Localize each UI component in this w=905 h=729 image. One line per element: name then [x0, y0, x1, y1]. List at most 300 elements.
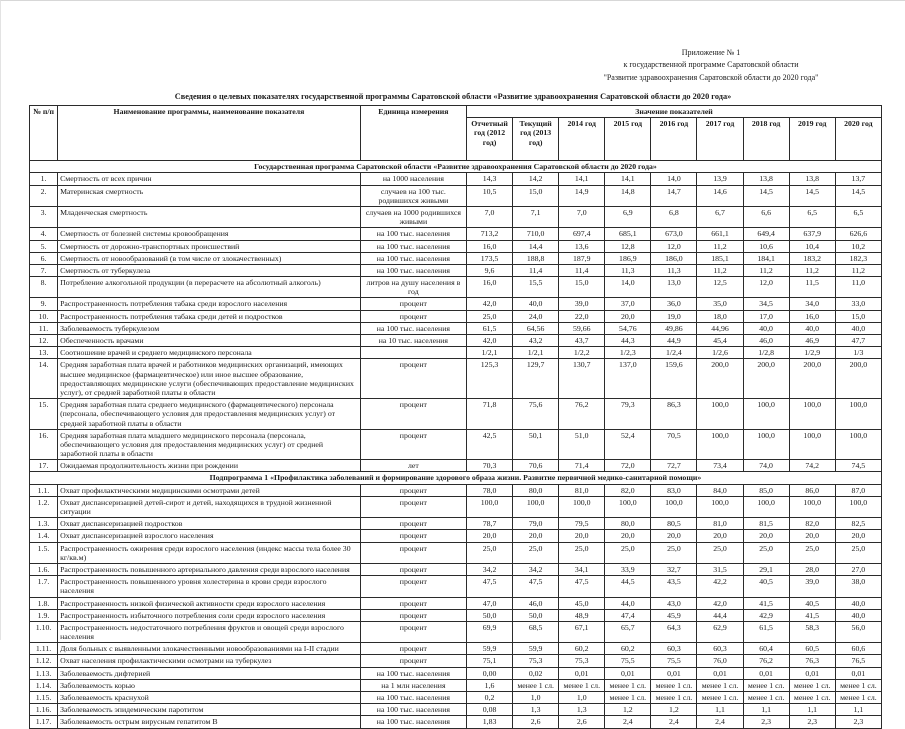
- table-row: [30, 576, 882, 597]
- value-cell: 0,01: [651, 667, 697, 679]
- value-cell: 45,0: [559, 597, 605, 609]
- row-num: 1.6.: [30, 563, 58, 575]
- value-cell: 64,3: [651, 621, 697, 642]
- value-cell: 7,1: [513, 206, 559, 227]
- value-cell: 1/3: [835, 347, 881, 359]
- value-cell: 15,5: [513, 277, 559, 298]
- value-cell: 14,6: [697, 185, 743, 206]
- value-cell: менее 1 сл.: [605, 692, 651, 704]
- unit: процент: [360, 576, 466, 597]
- value-cell: 51,0: [559, 429, 605, 460]
- unit: на 1 млн населения: [360, 679, 466, 691]
- value-cell: 186,9: [605, 252, 651, 264]
- value-cell: 6,5: [835, 206, 881, 227]
- table-row: [30, 679, 882, 691]
- table-row: [30, 252, 882, 264]
- value-cell: 6,7: [697, 206, 743, 227]
- value-cell: 81,5: [743, 518, 789, 530]
- value-cell: 0,00: [467, 667, 513, 679]
- row-num: 11.: [30, 322, 58, 334]
- value-cell: 46,0: [743, 335, 789, 347]
- value-cell: 1/2,8: [743, 347, 789, 359]
- value-cell: 11,5: [789, 277, 835, 298]
- value-cell: 64,56: [513, 322, 559, 334]
- indicator-name: Заболеваемость туберкулезом: [58, 322, 361, 334]
- value-cell: 20,0: [743, 530, 789, 542]
- value-cell: 76,0: [697, 655, 743, 667]
- value-cell: 76,2: [743, 655, 789, 667]
- value-cell: 47,4: [605, 609, 651, 621]
- row-num: 1.14.: [30, 679, 58, 691]
- value-cell: 11,0: [835, 277, 881, 298]
- value-cell: 1,1: [697, 704, 743, 716]
- value-cell: менее 1 сл.: [835, 679, 881, 691]
- table-row: [30, 264, 882, 276]
- row-num: 1.8.: [30, 597, 58, 609]
- value-cell: 673,0: [651, 228, 697, 240]
- row-num: 6.: [30, 252, 58, 264]
- value-cell: 2,3: [835, 716, 881, 728]
- col-header-name: Наименование программы, наименование показателя: [58, 106, 361, 161]
- value-cell: 47,7: [835, 335, 881, 347]
- value-cell: 25,0: [513, 542, 559, 563]
- row-num: 1.5.: [30, 542, 58, 563]
- row-num: 1.4.: [30, 530, 58, 542]
- col-header-year-3: 2015 год: [605, 118, 651, 161]
- value-cell: 42,5: [467, 429, 513, 460]
- value-cell: 75,1: [467, 655, 513, 667]
- value-cell: 6,9: [605, 206, 651, 227]
- value-cell: менее 1 сл.: [651, 679, 697, 691]
- value-cell: 25,0: [605, 542, 651, 563]
- page-title: Сведения о целевых показателях государственной программы Саратовской области «Развитие здравоохранения Саратовской области до 2020 года»: [174, 92, 732, 101]
- row-num: 1.3.: [30, 518, 58, 530]
- table-row: [30, 655, 882, 667]
- value-cell: 1,3: [513, 704, 559, 716]
- value-cell: 75,5: [605, 655, 651, 667]
- value-cell: 13,8: [743, 173, 789, 185]
- value-cell: 100,0: [789, 429, 835, 460]
- value-cell: 100,0: [743, 496, 789, 517]
- value-cell: 42,2: [697, 576, 743, 597]
- value-cell: 200,0: [789, 359, 835, 399]
- row-num: 1.15.: [30, 692, 58, 704]
- value-cell: 42,0: [467, 335, 513, 347]
- value-cell: 41,5: [743, 597, 789, 609]
- table-row: [30, 643, 882, 655]
- value-cell: 0,08: [467, 704, 513, 716]
- unit: случаев на 100 тыс. родившихся живыми: [360, 185, 466, 206]
- unit: на 100 тыс. населения: [360, 692, 466, 704]
- value-cell: 11,3: [605, 264, 651, 276]
- value-cell: 100,0: [743, 429, 789, 460]
- table-row: [30, 399, 882, 430]
- value-cell: 100,0: [559, 496, 605, 517]
- col-header-num: № п/п: [30, 106, 58, 161]
- indicator-name: Распространенность ожирения среди взрослого населения (индекс массы тела более 30 кг/кв.м): [58, 542, 361, 563]
- value-cell: 20,0: [651, 530, 697, 542]
- value-cell: 100,0: [697, 496, 743, 517]
- appendix-block: [531, 47, 891, 84]
- value-cell: 2,4: [605, 716, 651, 728]
- value-cell: 16,0: [467, 277, 513, 298]
- indicator-name: Распространенность низкой физической активности среди взрослого населения: [58, 597, 361, 609]
- value-cell: 0,01: [743, 667, 789, 679]
- row-num: 15.: [30, 399, 58, 430]
- value-cell: 40,0: [513, 298, 559, 310]
- table-row: [30, 429, 882, 460]
- value-cell: 11,2: [835, 264, 881, 276]
- value-cell: 74,5: [835, 460, 881, 472]
- value-cell: 79,3: [605, 399, 651, 430]
- value-cell: 1,1: [835, 704, 881, 716]
- value-cell: 100,0: [467, 496, 513, 517]
- value-cell: 6,8: [651, 206, 697, 227]
- appendix-line-2: к государственной программе Саратовской области: [623, 60, 799, 70]
- row-num: 1.: [30, 173, 58, 185]
- value-cell: 1/2,2: [559, 347, 605, 359]
- value-cell: 79,5: [559, 518, 605, 530]
- table-row: [30, 460, 882, 472]
- indicator-name: Смертность от туберкулеза: [58, 264, 361, 276]
- value-cell: 47,0: [467, 597, 513, 609]
- value-cell: 29,1: [743, 563, 789, 575]
- value-cell: 59,9: [467, 643, 513, 655]
- unit: процент: [360, 597, 466, 609]
- indicator-name: Младенческая смертность: [58, 206, 361, 227]
- section-header: Подпрограмма 1 «Профилактика заболеваний и формирование здорового образа жизни. Развитие первичной медико-санитарной помощи»: [30, 472, 882, 484]
- row-num: 1.10.: [30, 621, 58, 642]
- value-cell: 129,7: [513, 359, 559, 399]
- value-cell: менее 1 сл.: [743, 679, 789, 691]
- value-cell: 20,0: [605, 530, 651, 542]
- value-cell: 14,5: [789, 185, 835, 206]
- table-row: [30, 484, 882, 496]
- value-cell: 44,9: [651, 335, 697, 347]
- value-cell: 20,0: [513, 530, 559, 542]
- value-cell: 40,0: [835, 609, 881, 621]
- col-header-year-8: 2020 год: [835, 118, 881, 161]
- indicator-name: Распространенность повышенного уровня холестерина в крови среди взрослого населения: [58, 576, 361, 597]
- value-cell: менее 1 сл.: [697, 679, 743, 691]
- value-cell: 11,4: [513, 264, 559, 276]
- unit: лет: [360, 460, 466, 472]
- value-cell: 47,5: [467, 576, 513, 597]
- value-cell: 75,3: [559, 655, 605, 667]
- value-cell: 67,1: [559, 621, 605, 642]
- value-cell: 1/2,9: [789, 347, 835, 359]
- value-cell: менее 1 сл.: [697, 692, 743, 704]
- value-cell: 44,4: [697, 609, 743, 621]
- value-cell: 20,0: [789, 530, 835, 542]
- unit: процент: [360, 530, 466, 542]
- table-row: [30, 347, 882, 359]
- value-cell: 42,9: [743, 609, 789, 621]
- value-cell: 61,5: [743, 621, 789, 642]
- unit: процент: [360, 359, 466, 399]
- col-header-values-group: Значение показателей: [467, 106, 882, 118]
- value-cell: 1/2,3: [605, 347, 651, 359]
- value-cell: 100,0: [835, 399, 881, 430]
- value-cell: 11,2: [697, 240, 743, 252]
- value-cell: 68,5: [513, 621, 559, 642]
- value-cell: 130,7: [559, 359, 605, 399]
- value-cell: 80,0: [605, 518, 651, 530]
- value-cell: 47,5: [513, 576, 559, 597]
- value-cell: 200,0: [697, 359, 743, 399]
- table-row: [30, 518, 882, 530]
- row-num: 1.13.: [30, 667, 58, 679]
- value-cell: 86,3: [651, 399, 697, 430]
- row-num: 1.11.: [30, 643, 58, 655]
- value-cell: 60,4: [743, 643, 789, 655]
- col-header-year-6: 2018 год: [743, 118, 789, 161]
- value-cell: 71,4: [559, 460, 605, 472]
- row-num: 9.: [30, 298, 58, 310]
- value-cell: 12,0: [651, 240, 697, 252]
- row-num: 10.: [30, 310, 58, 322]
- value-cell: 14,7: [651, 185, 697, 206]
- value-cell: 86,0: [789, 484, 835, 496]
- col-header-year-1: Текущий год (2013 год): [513, 118, 559, 161]
- value-cell: 11,3: [651, 264, 697, 276]
- value-cell: 13,9: [697, 173, 743, 185]
- row-num: 5.: [30, 240, 58, 252]
- value-cell: 1,1: [789, 704, 835, 716]
- value-cell: 60,5: [789, 643, 835, 655]
- indicator-name: Охват населения профилактическими осмотрами на туберкулез: [58, 655, 361, 667]
- value-cell: 10,2: [835, 240, 881, 252]
- value-cell: 187,9: [559, 252, 605, 264]
- table-row: [30, 335, 882, 347]
- value-cell: 50,0: [467, 609, 513, 621]
- value-cell: 1,2: [651, 704, 697, 716]
- value-cell: 12,0: [743, 277, 789, 298]
- value-cell: 40,5: [743, 576, 789, 597]
- value-cell: 7,0: [467, 206, 513, 227]
- col-header-year-7: 2019 год: [789, 118, 835, 161]
- value-cell: 20,0: [467, 530, 513, 542]
- value-cell: менее 1 сл.: [835, 692, 881, 704]
- value-cell: 0,01: [559, 667, 605, 679]
- value-cell: 100,0: [605, 496, 651, 517]
- value-cell: 44,3: [605, 335, 651, 347]
- value-cell: 14,2: [513, 173, 559, 185]
- row-num: 3.: [30, 206, 58, 227]
- table-body: [30, 161, 882, 728]
- value-cell: 11,2: [789, 264, 835, 276]
- value-cell: менее 1 сл.: [513, 679, 559, 691]
- value-cell: менее 1 сл.: [789, 692, 835, 704]
- value-cell: 75,6: [513, 399, 559, 430]
- value-cell: 82,5: [835, 518, 881, 530]
- value-cell: 48,9: [559, 609, 605, 621]
- unit: процент: [360, 298, 466, 310]
- value-cell: 1/2,1: [513, 347, 559, 359]
- value-cell: 25,0: [467, 310, 513, 322]
- value-cell: 20,0: [835, 530, 881, 542]
- value-cell: 15,0: [835, 310, 881, 322]
- value-cell: 15,0: [513, 185, 559, 206]
- value-cell: 28,0: [789, 563, 835, 575]
- table-row: [30, 322, 882, 334]
- value-cell: 1/2,4: [651, 347, 697, 359]
- value-cell: 36,0: [651, 298, 697, 310]
- unit: на 100 тыс. населения: [360, 716, 466, 728]
- value-cell: 34,2: [467, 563, 513, 575]
- indicator-name: Охват профилактическими медицинскими осмотрами детей: [58, 484, 361, 496]
- value-cell: 25,0: [835, 542, 881, 563]
- indicator-name: Распространенность потребления табака среди детей и подростков: [58, 310, 361, 322]
- value-cell: 25,0: [559, 542, 605, 563]
- value-cell: 74,2: [789, 460, 835, 472]
- row-num: 4.: [30, 228, 58, 240]
- value-cell: 16,0: [467, 240, 513, 252]
- value-cell: 25,0: [789, 542, 835, 563]
- value-cell: 80,5: [651, 518, 697, 530]
- value-cell: 661,1: [697, 228, 743, 240]
- appendix-line-1: Приложение № 1: [681, 48, 741, 57]
- value-cell: 0,01: [697, 667, 743, 679]
- table-row: [30, 692, 882, 704]
- value-cell: 73,4: [697, 460, 743, 472]
- value-cell: 100,0: [789, 399, 835, 430]
- table-row: [30, 530, 882, 542]
- table-row: [30, 173, 882, 185]
- value-cell: 25,0: [467, 542, 513, 563]
- value-cell: 1,2: [605, 704, 651, 716]
- col-header-year-0: Отчетный год (2012 год): [467, 118, 513, 161]
- unit: [360, 347, 466, 359]
- value-cell: 43,0: [651, 597, 697, 609]
- value-cell: 44,96: [697, 322, 743, 334]
- row-num: 13.: [30, 347, 58, 359]
- value-cell: 1/2,6: [697, 347, 743, 359]
- indicator-name: Заболеваемость корью: [58, 679, 361, 691]
- indicator-name: Распространенность недостаточного потребления фруктов и овощей среди взрослого населения: [58, 621, 361, 642]
- value-cell: 72,7: [651, 460, 697, 472]
- header-row-1: [30, 106, 882, 118]
- value-cell: 85,0: [743, 484, 789, 496]
- value-cell: 76,3: [789, 655, 835, 667]
- value-cell: 76,2: [559, 399, 605, 430]
- table-row: [30, 298, 882, 310]
- value-cell: 81,0: [559, 484, 605, 496]
- value-cell: 14,1: [605, 173, 651, 185]
- value-cell: 62,9: [697, 621, 743, 642]
- value-cell: 14,0: [651, 173, 697, 185]
- unit: на 100 тыс. населения: [360, 704, 466, 716]
- value-cell: 40,0: [835, 597, 881, 609]
- value-cell: 2,3: [789, 716, 835, 728]
- row-num: 1.7.: [30, 576, 58, 597]
- value-cell: 47,5: [559, 576, 605, 597]
- table-row: [30, 542, 882, 563]
- value-cell: 649,4: [743, 228, 789, 240]
- value-cell: 200,0: [835, 359, 881, 399]
- value-cell: 1,1: [743, 704, 789, 716]
- value-cell: 75,3: [513, 655, 559, 667]
- unit: процент: [360, 542, 466, 563]
- value-cell: 1,3: [559, 704, 605, 716]
- row-num: 14.: [30, 359, 58, 399]
- value-cell: 182,3: [835, 252, 881, 264]
- indicator-name: Смертность от дорожно-транспортных происшествий: [58, 240, 361, 252]
- value-cell: 15,0: [559, 277, 605, 298]
- unit: процент: [360, 429, 466, 460]
- indicator-name: Смертность от болезней системы кровообращения: [58, 228, 361, 240]
- value-cell: 25,0: [697, 542, 743, 563]
- value-cell: 626,6: [835, 228, 881, 240]
- table-row: [30, 597, 882, 609]
- value-cell: 183,2: [789, 252, 835, 264]
- row-num: 17.: [30, 460, 58, 472]
- value-cell: 43,2: [513, 335, 559, 347]
- value-cell: 40,0: [789, 322, 835, 334]
- value-cell: 52,4: [605, 429, 651, 460]
- section-header: Государственная программа Саратовской области «Развитие здравоохранения Саратовской области до 2020 года»: [30, 161, 882, 173]
- value-cell: 74,0: [743, 460, 789, 472]
- row-num: 1.17.: [30, 716, 58, 728]
- value-cell: 42,0: [697, 597, 743, 609]
- value-cell: 45,4: [697, 335, 743, 347]
- table-row: [30, 609, 882, 621]
- value-cell: 19,0: [651, 310, 697, 322]
- value-cell: 14,4: [513, 240, 559, 252]
- value-cell: 14,8: [605, 185, 651, 206]
- value-cell: 0,01: [605, 667, 651, 679]
- value-cell: 100,0: [697, 399, 743, 430]
- indicator-name: Средняя заработная плата среднего медицинского (фармацевтического) персонала (персонала, обеспечивающего условия для предоставления медицинских услуг) от средней заработной платы в области: [58, 399, 361, 430]
- value-cell: 34,2: [513, 563, 559, 575]
- value-cell: 2,4: [697, 716, 743, 728]
- value-cell: 37,0: [605, 298, 651, 310]
- row-num: 1.2.: [30, 496, 58, 517]
- value-cell: 60,3: [697, 643, 743, 655]
- indicator-name: Распространенность потребления табака среди взрослого населения: [58, 298, 361, 310]
- table-row: [30, 185, 882, 206]
- indicator-name: Охват диспансеризацией подростков: [58, 518, 361, 530]
- unit: на 100 тыс. населения: [360, 264, 466, 276]
- unit: процент: [360, 655, 466, 667]
- indicator-name: Средняя заработная плата врачей и работников медицинских организаций, имеющих высшее медицинское (фармацевтическое) или иное высшее образование, предоставляющих медицинские услуги (обеспечивающих предоставление медицинских услуг), от средней заработной платы в области: [58, 359, 361, 399]
- value-cell: 100,0: [789, 496, 835, 517]
- value-cell: 14,3: [467, 173, 513, 185]
- value-cell: 710,0: [513, 228, 559, 240]
- value-cell: 78,0: [467, 484, 513, 496]
- value-cell: 25,0: [743, 542, 789, 563]
- value-cell: 27,0: [835, 563, 881, 575]
- value-cell: 44,5: [605, 576, 651, 597]
- value-cell: 65,7: [605, 621, 651, 642]
- unit: случаев на 1000 родившихся живыми: [360, 206, 466, 227]
- value-cell: 200,0: [743, 359, 789, 399]
- row-num: 1.12.: [30, 655, 58, 667]
- row-num: 2.: [30, 185, 58, 206]
- value-cell: 188,8: [513, 252, 559, 264]
- value-cell: менее 1 сл.: [743, 692, 789, 704]
- table-row: [30, 277, 882, 298]
- value-cell: 159,6: [651, 359, 697, 399]
- value-cell: 13,0: [651, 277, 697, 298]
- row-num: 16.: [30, 429, 58, 460]
- value-cell: 13,6: [559, 240, 605, 252]
- col-header-unit: Единица измерения: [360, 106, 466, 161]
- value-cell: 100,0: [697, 429, 743, 460]
- value-cell: 42,0: [467, 298, 513, 310]
- value-cell: менее 1 сл.: [605, 679, 651, 691]
- table-row: [30, 667, 882, 679]
